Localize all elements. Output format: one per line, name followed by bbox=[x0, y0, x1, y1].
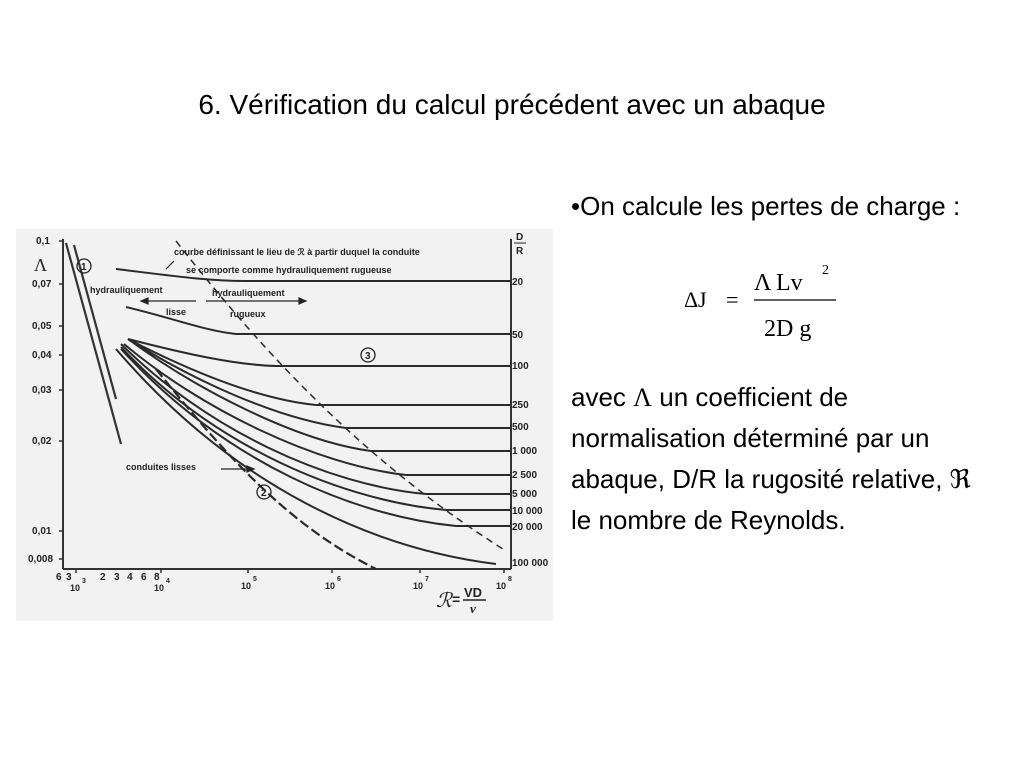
zone-marker-1: 1 bbox=[81, 262, 87, 273]
formula-denominator: 2D g bbox=[764, 316, 812, 342]
reynolds-symbol: ℛ bbox=[436, 590, 452, 612]
reynolds-equals: = bbox=[452, 591, 461, 607]
annotation-boundary-line2: se comporte comme hydrauliquement rugueuse bbox=[186, 265, 392, 275]
y-tick-label: 0,1 bbox=[36, 236, 50, 247]
slide-title: 6. Vérification du calcul précédent avec un abaque bbox=[198, 89, 826, 120]
y-tick-label: 0,03 bbox=[32, 385, 52, 396]
x-tick-base: 10 bbox=[70, 583, 81, 593]
dr-label: 2 500 bbox=[512, 470, 538, 481]
x-tick-base: 10 bbox=[413, 581, 424, 591]
dr-label: 1 000 bbox=[512, 446, 538, 457]
annotation-hyd-smooth-sub: lisse bbox=[166, 307, 187, 317]
formula-lhs-variable: J bbox=[698, 287, 707, 312]
x-tick-digit: 6 bbox=[141, 572, 147, 583]
para-reynolds-symbol: ℜ bbox=[949, 465, 971, 494]
x-tick-exp: 3 bbox=[82, 578, 86, 585]
dr-label: 20 000 bbox=[512, 522, 543, 533]
para-avec: avec bbox=[571, 382, 626, 412]
para-lambda-symbol: Λ bbox=[633, 383, 653, 412]
y-tick-label: 0,02 bbox=[32, 436, 52, 447]
x-tick-exp: 4 bbox=[166, 578, 170, 585]
y-tick-label: 0,008 bbox=[28, 554, 54, 565]
dr-label: 500 bbox=[512, 422, 529, 433]
moody-abaque-chart bbox=[16, 229, 553, 621]
zone-marker-2: 2 bbox=[261, 488, 267, 499]
x-tick-exp: 6 bbox=[337, 576, 341, 583]
x-tick-digit: 4 bbox=[127, 572, 133, 583]
formula-lambda: Λ bbox=[754, 270, 772, 296]
formula-equals: = bbox=[726, 287, 739, 312]
formula-delta-symbol: Δ bbox=[684, 287, 699, 312]
annotation-boundary-line1: courbe définissant le lieu de ℛ à partir duquel la conduite bbox=[174, 247, 420, 257]
annotation-smooth-pipes: conduites lisses bbox=[126, 462, 197, 472]
annotation-hyd-rough: hydrauliquement bbox=[212, 288, 285, 298]
dr-header-d: D bbox=[516, 232, 524, 243]
y-tick-label: 0,04 bbox=[32, 350, 52, 361]
formula-exponent: 2 bbox=[822, 263, 829, 278]
x-tick-digit: 8 bbox=[154, 572, 160, 583]
reynolds-numerator: VD bbox=[464, 585, 483, 600]
dr-header-r: R bbox=[516, 246, 524, 257]
x-tick-digit: 3 bbox=[66, 572, 72, 583]
x-tick-exp: 8 bbox=[508, 576, 512, 583]
x-tick-digit: 6 bbox=[56, 572, 62, 583]
head-loss-formula bbox=[684, 256, 844, 346]
x-tick-base: 10 bbox=[325, 581, 336, 591]
dr-label: 50 bbox=[512, 330, 524, 341]
reynolds-denominator: ν bbox=[470, 601, 476, 616]
dr-label: 100 bbox=[512, 361, 529, 372]
x-tick-base: 10 bbox=[496, 581, 507, 591]
y-tick-label: 0,05 bbox=[32, 321, 52, 332]
y-tick-label: 0,01 bbox=[32, 526, 52, 537]
zone-marker-3: 3 bbox=[365, 351, 371, 362]
x-tick-digit: 2 bbox=[100, 572, 106, 583]
dr-label: 10 000 bbox=[512, 506, 543, 517]
dr-label: 5 000 bbox=[512, 489, 538, 500]
x-tick-exp: 7 bbox=[425, 576, 429, 583]
annotation-hyd-rough-sub: rugueux bbox=[230, 309, 266, 319]
annotation-hyd-smooth: hydrauliquement bbox=[90, 285, 163, 295]
x-tick-exp: 5 bbox=[253, 576, 257, 583]
x-tick-base: 10 bbox=[154, 583, 165, 593]
bullet-block bbox=[571, 188, 1011, 225]
dr-label: 250 bbox=[512, 400, 529, 411]
dr-label: 20 bbox=[512, 277, 524, 288]
x-tick-base: 10 bbox=[241, 581, 252, 591]
y-axis-symbol: Λ bbox=[34, 255, 48, 275]
dr-label: 100 000 bbox=[512, 558, 549, 569]
explanation-paragraph bbox=[571, 377, 991, 541]
para-end: le nombre de Reynolds. bbox=[571, 505, 846, 535]
formula-numerator-rest: Lv bbox=[776, 270, 803, 296]
para-middle: un coefficient de normalisation déterminé par un abaque, D/R la rugosité relative, bbox=[571, 382, 943, 494]
y-tick-label: 0,07 bbox=[32, 279, 52, 290]
bullet-text: •On calcule les pertes de charge : bbox=[571, 191, 961, 221]
x-tick-digit: 3 bbox=[114, 572, 120, 583]
